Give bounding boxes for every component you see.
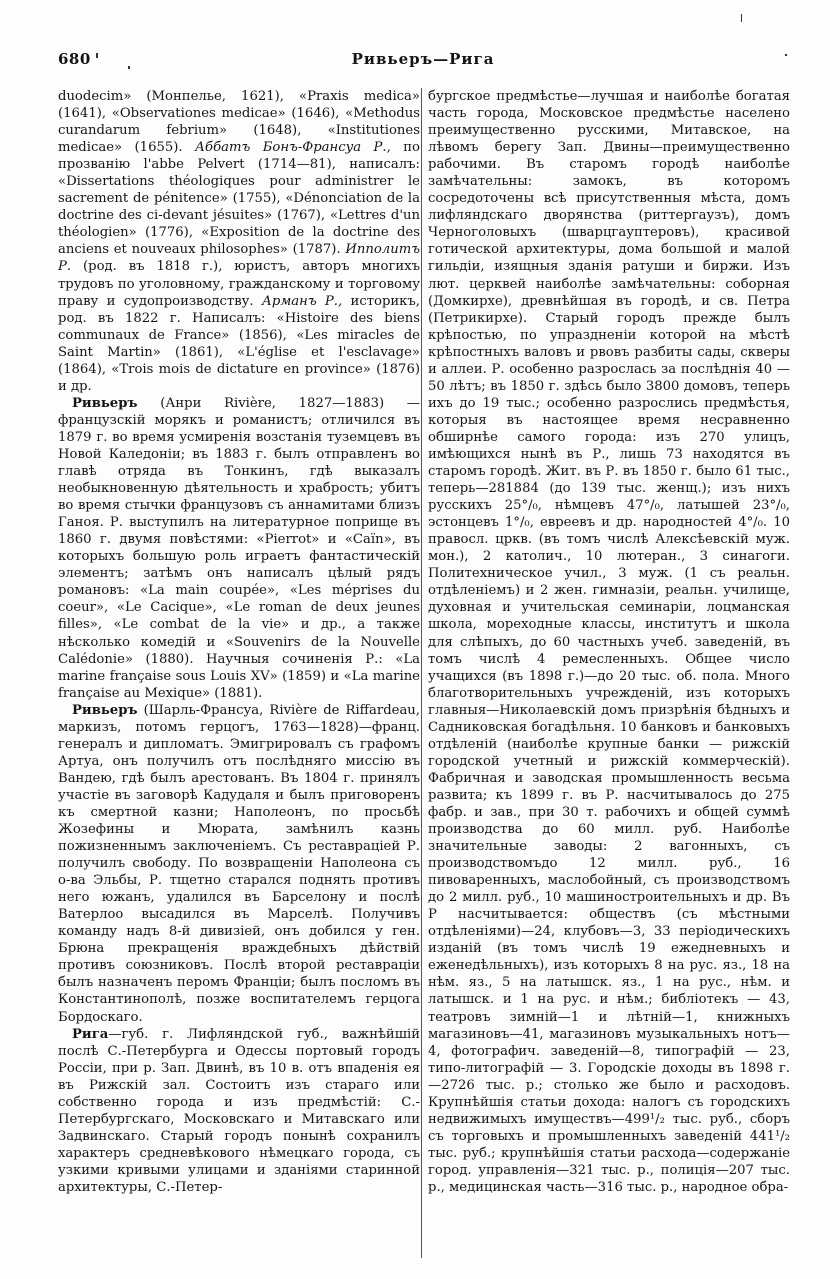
ink-speck [785, 54, 787, 56]
entry-text: (Анри Rivière, 1827—1883) — французскій морякъ и романистъ; отличился въ 1879 г. во время усмиренія возстанія туземцевъ въ Новой Каледоніи; въ 1883 г. былъ отправленъ во главѣ отряда въ Тонкинъ, гдѣ выказалъ необыкновенную дѣятельность и храбрость; убитъ во время стычки французовъ съ аннамитами близъ Ганоя. Р. выступилъ на литературное поприще въ 1860 г. двумя повѣстями: «Pierrot» и «Caïn», въ которыхъ большую роль играетъ фантастическій элементъ; затѣмъ онъ написалъ цѣлый рядъ романовъ: «La main coupée», «Les méprises du coeur», «Le Cacique», «Le roman de deux jeunes filles», «Le combat de la vie» и др., а также нѣсколько комедій и «Souvenirs de la Nouvelle Calédonie» (1880). Научныя сочиненія Р.: «La marine française sous Louis XV» (1859) и «La marine française au Mexique» (1881). [58, 395, 420, 701]
entry-riga [58, 1026, 420, 1196]
entry-text: —губ. г. Лифляндской губ., важнѣйшій послѣ С.-Петербурга и Одессы портовый городъ Россіи, при р. Зап. Двинѣ, въ 10 в. отъ впаденія ея въ Рижскій зал. Состоитъ изъ стараго или собственно города и изъ предмѣстій: С.-Петербургскаго, Московскаго и Митавскаго или Задвинскаго. Старый городъ понынѣ сохранилъ характеръ средневѣкового нѣмецкаго города, съ узкими кривыми улицами и зданіями старинной архитектуры, С.-Петер- [58, 1026, 420, 1195]
paragraph-riga-continued [428, 88, 790, 1196]
entry-riviere-henri [58, 395, 420, 702]
left-column [58, 88, 420, 1258]
entry-headword: Рига [72, 1026, 109, 1042]
entry-headword: Ривьеръ [72, 702, 138, 718]
text-run-italic: Арманъ Р., [261, 293, 343, 309]
text-run: по прозванію l'abbe Pelvert (1714—81), написалъ: «Dissertations théologiques pour administrer le sacrement de pénitence» (1755), «Dénonciation de la doctrine des ci-devant jésuites» (1767), «Lettres d'un théologien» (1776), «Exposition de la doctrine des anciens et nouveaux philosophes» (1787). [58, 140, 420, 258]
entry-text: (Шарль-Франсуа, Rivière de Riffardeau, маркизъ, потомъ герцогъ, 1763—1828)—франц. генералъ и дипломатъ. Эмигрировалъ съ графомъ Артуа, онъ получилъ отъ послѣдняго миссію въ Вандею, гдѣ былъ арестованъ. Въ 1804 г. принялъ участіе въ заговорѣ Кадудаля и былъ приговоренъ къ смертной казни; Наполеонъ, по просьбѣ Жозефины и Мюрата, замѣнилъ казнь пожизненнымъ заключеніемъ. Съ реставраціей Р. получилъ свободу. По возвращеніи Наполеона съ о-ва Эльбы, Р. тщетно старался поднять противъ него южанъ, удалился въ Барселону и послѣ Ватерлоо высадился въ Марселѣ. Получивъ команду надъ 8-й дивизіей, онъ добился у ген. Брюна прекращенія враждебныхъ дѣйствій противъ союзниковъ. Послѣ второй реставраціи былъ назначенъ перомъ Франціи; былъ посломъ въ Константинополѣ, позже воспитателемъ герцога Бордоскаго. [58, 702, 420, 1025]
column-divider [421, 88, 422, 1258]
text-run: бургское предмѣстье—лучшая и наиболѣе богатая часть города, Московское предмѣстье населено преимущественно русскими, Митавское, на лѣвомъ берегу Зап. Двины—преимущественно рабочими. Въ старомъ городѣ наиболѣе замѣчательны: замокъ, въ которомъ сосредоточены всѣ присутственныя мѣста, домъ лифляндскаго дворянства (риттергаузъ), домъ Черноголовыхъ (шварцгауптеровъ), красивой готической архитектуры, дома большой и малой гильдіи, изящныя зданія ратуши и биржи. Изъ лют. церквей наиболѣе замѣчательны: соборная (Домкирхе), древнѣйшая въ городѣ, и св. Петра (Петрикирхе). Старый городъ прежде былъ крѣпостью, по упраздненіи которой на мѣстѣ крѣпостныхъ валовъ и рвовъ разбиты сады, скверы и аллеи. Р. особенно разрослась за послѣднія 40 — 50 лѣтъ; въ 1850 г. здѣсь было 3800 домовъ, теперь ихъ до 19 тыс.; особенно разрослись предмѣстья, которыя въ настоящее время несравненно обширнѣе самого города: изъ 270 улицъ, имѣющихся нынѣ въ Р., лишь 73 находятся въ старомъ городѣ. Жит. въ Р. въ 1850 г. было 61 тыс., теперь—281884 (до 139 тыс. женщ.); изъ нихъ русскихъ 25°/₀, нѣмцевъ 47°/₀, латышей 23°/₀, эстонцевъ 1°/₀, евреевъ и др. народностей 4°/₀. 10 правосл. цркв. (въ томъ числѣ Алексѣевскій муж. мон.), 2 католич., 10 лютеран., 3 синагоги. Политехническое учил., 3 муж. (1 съ реальн. отдѣленіемъ) и 2 жен. гимназіи, реальн. училище, духовная и учительская семинаріи, лоцманская школа, мореходные классы, институтъ и школа для слѣпыхъ, до 60 частныхъ учеб. заведеній, въ томъ числѣ 4 ремесленныхъ. Общее число учащихся (въ 1898 г.)—до 20 тыс. об. пола. Много благотворительныхъ учрежденій, изъ которыхъ главныя—Николаевскій домъ призрѣнія бѣдныхъ и Садниковская богадѣльня. 10 банковъ и банковыхъ отдѣленій (наиболѣе крупные банки — рижскій городской учетный и рижскій коммерческій). Фабричная и заводская промышленность весьма развита; къ 1899 г. въ Р. насчитывалось до 275 фабр. и зав., при 30 т. рабочихъ и общей суммѣ производства до 60 милл. руб. Наиболѣе значительные заводы: 2 вагонныхъ, съ производствомъдо 12 милл. руб., 16 пивоваренныхъ, маслобойный, съ производствомъ до 2 милл. руб., 10 машиностроительныхъ и др. Въ Р насчитывается: обществъ (съ мѣстными отдѣленіями)—24, клубовъ—3, 33 періодическихъ изданій (въ томъ числѣ 19 ежедневныхъ и еженедѣльныхъ), изъ которыхъ 8 на рус. яз., 18 на нѣм. яз., 5 на латышск. яз., 1 на рус., нѣм. и латышск. и 1 на рус. и нѣм.; библіотекъ — 43, театровъ зимній—1 и лѣтній—1, книжныхъ магазиновъ—41, магазиновъ музыкальныхъ нотъ—4, фотографич. заведеній—8, типографій — 23, типо-литографій — 3. Городскіе доходы въ 1898 г.—2726 тыс. р.; столько же было и расходовъ. Крупнѣйшія статьи дохода: налогъ съ городскихъ недвижимыхъ имуществъ—499¹/₂ тыс. руб., сборъ съ торговыхъ и промышленныхъ заведеній 441¹/₂ тыс. руб.; крупнѣйшія статьи расхода—содержаніе город. управленія—321 тыс. р., полиція—207 тыс. р., медицинская часть—316 тыс. р., народное обра- [428, 89, 790, 1195]
text-run: историкъ, род. въ 1822 г. Написалъ: «Histoire des biens communaux de France» (1856), «Les miracles de Saint Martin» (1861), «L'église et l'esclavage» (1864), «Trois mois de dictature en province» (1876) и др. [58, 293, 420, 394]
ink-speck [96, 53, 98, 58]
page-header [58, 50, 788, 76]
running-title: Ривьеръ—Рига [351, 50, 495, 68]
right-column [428, 88, 790, 1258]
ink-speck [128, 66, 130, 69]
text-run-italic: Аббатъ Бонъ-Франсуа Р., [195, 140, 391, 156]
text-run: (род. въ 1818 г.), юристъ, авторъ многихъ трудовъ по уголовному, гражданскому и торговому праву и судопроизводству. [58, 259, 420, 309]
entry-headword: Ривьеръ [72, 395, 138, 411]
page-number: 680 [58, 50, 91, 68]
ink-speck [741, 14, 742, 22]
text-run-italic: Ипполитъ Р. [58, 242, 420, 275]
text-run: duodecim» (Монпелье, 1621), «Praxis medica» (1641), «Observationes medicae» (1646), «Methodus curandarum febrium» (1648), «Institutiones medicae» (1655). [58, 89, 420, 156]
entry-riviere-charles [58, 702, 420, 1026]
paragraph-riviere-continued [58, 88, 420, 395]
